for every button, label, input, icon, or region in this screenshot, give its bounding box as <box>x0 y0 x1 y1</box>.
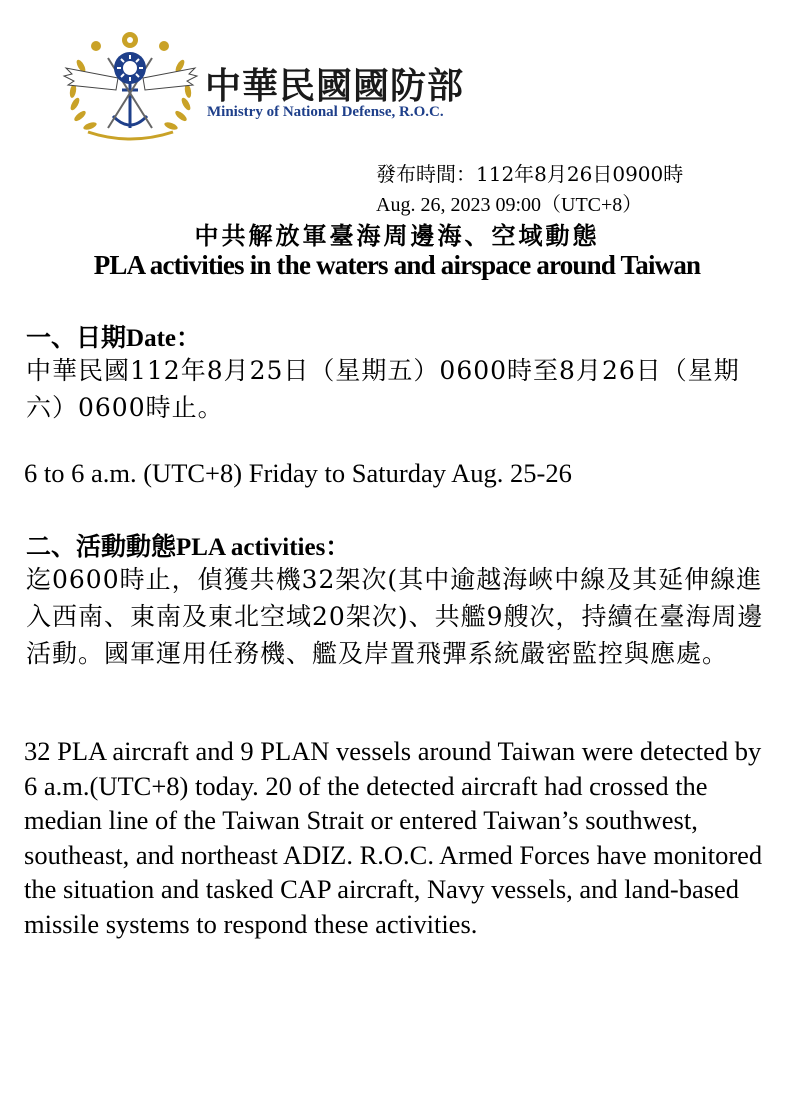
activities-body-zh: 迄0600時止，偵獲共機32架次(其中逾越海峽中線及其延伸線進入西南、東南及東北空域20架次)、共艦9艘次，持續在臺海周邊活動。國軍運用任務機、艦及岸置飛彈系統嚴密監控與應處。 <box>26 565 764 668</box>
ministry-name-zh: 中華民國國防部 <box>205 66 465 107</box>
section-heading-activities-colon: ： <box>325 532 351 561</box>
section-heading-date-zh: 一、日期 <box>26 323 127 352</box>
page-title-en: PLA activities in the waters and airspace around Taiwan <box>93 250 701 280</box>
publish-time-en: Aug. 26, 2023 09:00（UTC+8） <box>376 194 643 216</box>
ministry-name-en: Ministry of National Defense, R.O.C. <box>207 104 444 120</box>
publish-time-zh: 發布時間：112年8月26日0900時 <box>376 162 684 186</box>
section-heading-activities-en: PLA activities <box>176 534 326 561</box>
section-heading-date-colon: ： <box>176 323 202 352</box>
section-heading-activities <box>26 527 350 563</box>
activities-body-en: 32 PLA aircraft and 9 PLAN vessels around Taiwan were detected by 6 a.m.(UTC+8) today. 20 of the detected aircraft had crossed the median line of the Taiwan Strait or entered Taiwan’s southwest, southeast, and northeast ADIZ. R.O.C. Armed Forces have monitored the situation and tasked CAP aircraft, Navy vessels, and land-based missile systems to respond these activities. <box>24 736 763 939</box>
date-body-zh: 中華民國112年8月25日（星期五）0600時至8月26日（星期六）0600時止。 <box>26 356 740 422</box>
section-heading-date-en: Date <box>126 325 176 352</box>
date-body-en: 6 to 6 a.m. (UTC+8) Friday to Saturday Aug. 25-26 <box>24 458 572 488</box>
page-title-zh: 中共解放軍臺海周邊海、空域動態 <box>194 221 600 250</box>
section-heading-date <box>26 318 201 354</box>
section-heading-activities-zh: 二、活動動態 <box>26 532 177 561</box>
ministry-emblem-logo <box>58 28 203 143</box>
